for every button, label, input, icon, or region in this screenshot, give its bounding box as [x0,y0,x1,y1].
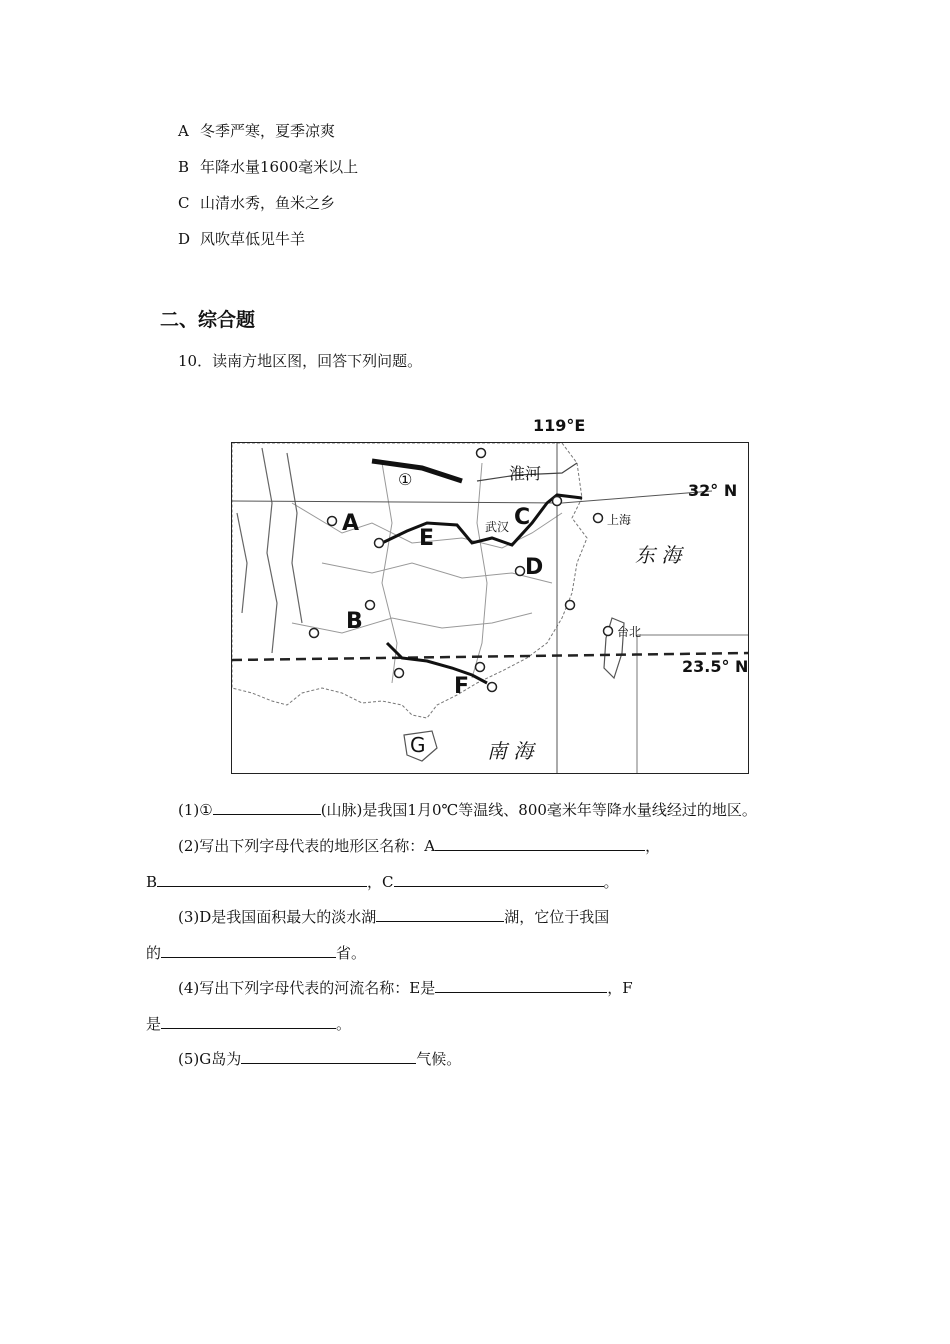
city-marker [375,539,384,548]
answer-blank[interactable] [435,836,645,851]
q3-de: 的 [146,944,162,962]
option-letter: B [178,158,190,176]
q5-prefix: (5)G岛为 [178,1050,242,1068]
subquestion-3-cont [146,942,366,963]
option-letter: C [178,194,190,212]
city-marker [328,517,337,526]
subquestion-1 [178,799,757,820]
q1-suffix: (山脉)是我国1月0℃等温线、800毫米年等降水量线经过的地区。 [320,801,757,819]
city-marker [488,683,497,692]
option-letter: A [178,122,189,140]
subquestion-2 [178,835,660,856]
q3-prefix: (3)D是我国面积最大的淡水湖 [178,908,377,926]
mountain-1-label: ① [398,470,413,489]
option-d [178,228,305,249]
label-d: D [525,555,544,580]
nanhai-label: 南 海 [487,739,534,763]
boundary-line [472,463,487,678]
option-text: 山清水秀，鱼米之乡 [200,194,336,212]
answer-blank[interactable] [161,1014,336,1029]
city-marker [395,669,404,678]
q3-mid: 湖，它位于我国 [504,908,610,926]
q4-mid: ，F [607,979,633,997]
subquestion-4-cont [146,1013,351,1034]
lat-32-label: 32° N [688,481,738,500]
q2-sep: ， [645,837,661,855]
river-line [287,453,302,623]
option-c [178,192,335,213]
answer-blank[interactable] [376,907,504,922]
latitude-32-line [232,501,562,503]
label-e: E [419,526,435,551]
q4-shi: 是 [146,1015,162,1033]
city-marker [604,627,613,636]
subquestion-2-cont [146,871,619,892]
river-line [237,513,247,613]
lat-23-label: 23.5° N [682,657,749,676]
taibei-label: 台北 [617,625,642,639]
boundary-line [292,613,532,633]
q4-end: 。 [336,1015,352,1033]
q5-end: 气候。 [416,1050,462,1068]
huaihe-label: 淮河 [509,464,542,483]
answer-blank[interactable] [161,943,336,958]
map-graphic [232,443,749,774]
label-b: B [346,609,363,634]
q2-c-label: ，C [367,873,394,891]
label-c: C [514,505,531,530]
river-line [262,448,277,653]
section-title: 二、综合题 [160,309,256,331]
label-a: A [342,511,360,536]
option-text: 冬季严寒，夏季凉爽 [200,122,336,140]
subquestion-3 [178,906,609,927]
tropic-line [232,653,749,660]
answer-blank[interactable] [394,872,604,887]
city-marker [476,663,485,672]
longitude-label: 119°E [533,416,586,435]
q4-prefix: (4)写出下列字母代表的河流名称：E是 [178,979,436,997]
donghai-label: 东 海 [635,543,682,567]
shanghai-label: 上海 [607,513,632,527]
q2-end: 。 [603,873,619,891]
city-marker [553,497,562,506]
city-marker [477,449,486,458]
answer-blank[interactable] [157,872,367,887]
city-marker [566,601,575,610]
q1-prefix: (1)① [178,801,213,819]
q2-prefix: (2)写出下列字母代表的地形区名称：A [178,837,436,855]
option-a [178,120,335,141]
city-marker [310,629,319,638]
subquestion-4 [178,977,633,998]
option-text: 年降水量1600毫米以上 [200,158,359,176]
answer-blank[interactable] [241,1049,416,1064]
answer-blank[interactable] [435,978,607,993]
label-g: G [410,733,426,757]
option-letter: D [178,230,191,248]
option-text: 风吹草低见牛羊 [200,230,306,248]
southern-china-map [231,442,749,774]
city-marker [366,601,375,610]
option-b [178,156,358,177]
q3-end: 省。 [336,944,367,962]
subquestion-5 [178,1048,461,1069]
wuhan-label: 武汉 [485,520,510,534]
city-marker [594,514,603,523]
label-f: F [454,674,470,699]
q2-b-label: B [146,873,158,891]
question-stem: 10．读南方地区图，回答下列问题。 [178,352,423,370]
city-marker [516,567,525,576]
qinling-mountain [372,461,462,481]
answer-blank[interactable] [213,800,321,815]
